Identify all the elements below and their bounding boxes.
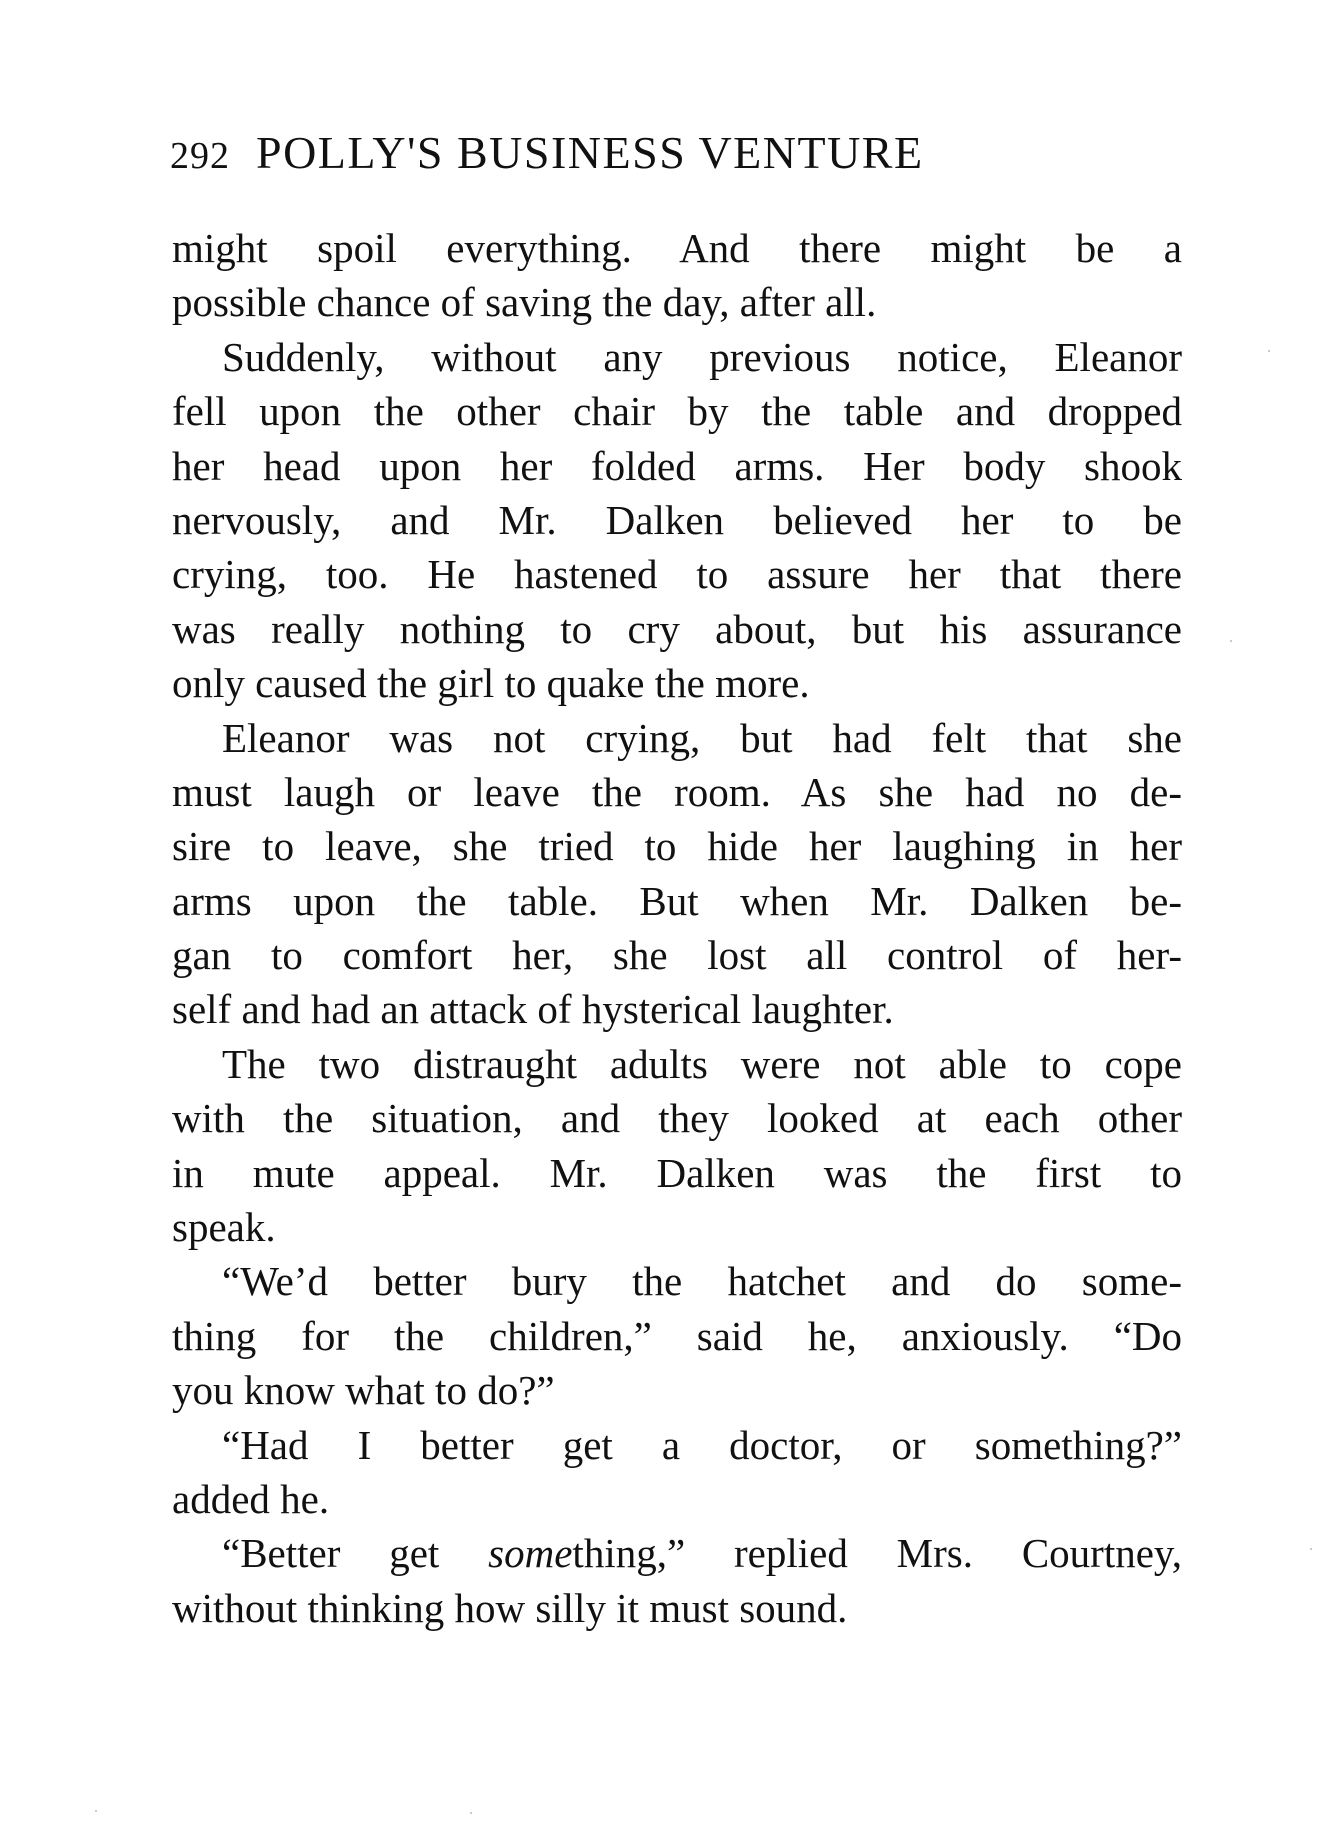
text-line: only caused the girl to quake the more.	[172, 660, 810, 707]
paper-speck	[1268, 350, 1270, 352]
text-line: without thinking how silly it must sound.	[172, 1584, 848, 1631]
paper-speck	[470, 1812, 472, 1814]
text-line: nervously, and Mr. Dalken believed her to be	[172, 496, 1182, 543]
paper-speck	[1310, 1548, 1312, 1550]
text-line: you know what to do?”	[172, 1367, 555, 1414]
text-line: gan to comfort her, she lost all control of her-	[172, 932, 1182, 979]
page-header	[170, 118, 1180, 188]
text-line: must laugh or leave the room. As she had no de-	[172, 768, 1182, 815]
paper-speck	[95, 1810, 97, 1812]
text-line: “We’d better bury the hatchet and do some-	[222, 1258, 1182, 1305]
running-title: POLLY'S BUSINESS VENTURE	[256, 127, 924, 178]
text-line: speak.	[172, 1204, 276, 1251]
text-line: The two distraught adults were not able to cope	[222, 1040, 1182, 1087]
text-line: sire to leave, she tried to hide her laughing in her	[172, 823, 1182, 870]
text-line: might spoil everything. And there might be a	[172, 225, 1182, 271]
text-line: Suddenly, without any previous notice, Eleanor	[222, 333, 1182, 380]
text-line: arms upon the table. But when Mr. Dalken be-	[172, 877, 1182, 924]
page-number: 292	[170, 135, 230, 177]
text-line: fell upon the other chair by the table and dropped	[172, 388, 1182, 435]
text-line: with the situation, and they looked at each other	[172, 1095, 1182, 1142]
text-line: “Better get something,” replied Mrs. Courtney,	[222, 1530, 1182, 1577]
text-line: “Had I better get a doctor, or something?”	[222, 1421, 1182, 1468]
text-line: Eleanor was not crying, but had felt that she	[222, 714, 1182, 761]
paper-speck	[1230, 640, 1232, 642]
text-line: added he.	[172, 1475, 330, 1522]
emphasis: some	[488, 1530, 573, 1577]
text-line: in mute appeal. Mr. Dalken was the first to	[172, 1149, 1182, 1196]
text-line: self and had an attack of hysterical laughter.	[172, 986, 894, 1033]
body-text	[172, 221, 1182, 1635]
text-line: her head upon her folded arms. Her body shook	[172, 442, 1182, 489]
text-line: was really nothing to cry about, but his assurance	[172, 605, 1182, 652]
text-line: crying, too. He hastened to assure her that there	[172, 551, 1182, 598]
text-line: thing for the children,” said he, anxiously. “Do	[172, 1312, 1182, 1359]
text-line: possible chance of saving the day, after all.	[172, 279, 877, 326]
